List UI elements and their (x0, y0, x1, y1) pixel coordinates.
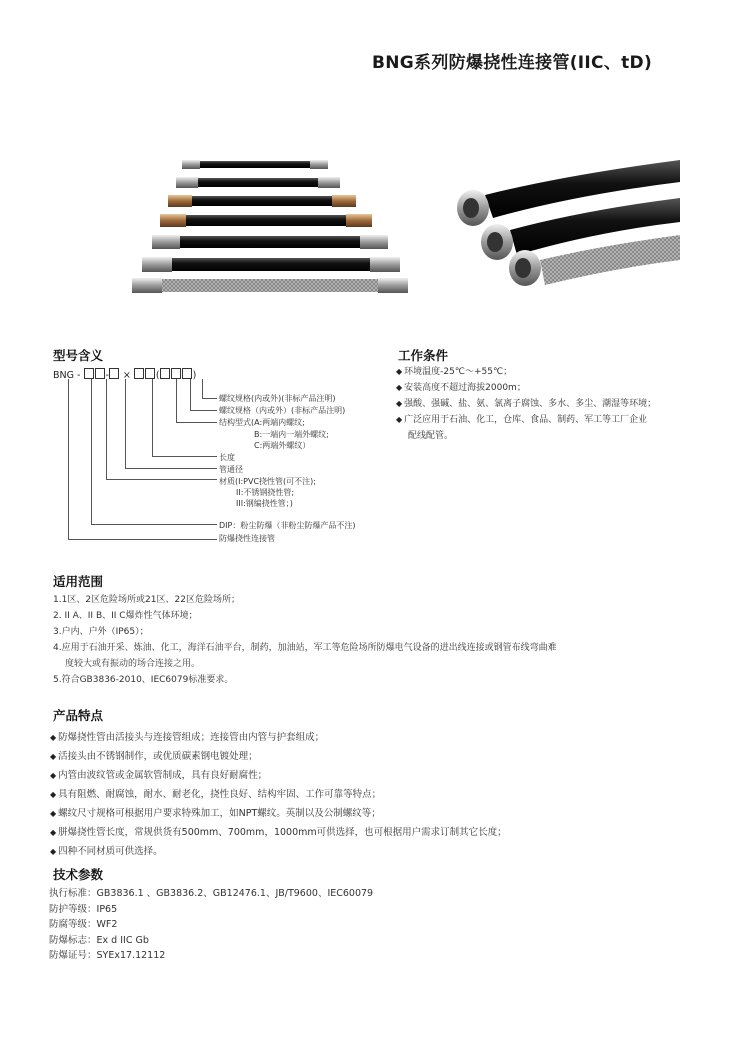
hose-1 (182, 160, 328, 169)
hose-4 (160, 214, 372, 227)
tech-row (49, 886, 373, 902)
hose-lineup-image (120, 150, 410, 310)
feature-item: ◆ 活接头由不锈钢制作，或优质碳素钢电镀处理； (50, 747, 720, 766)
condition-item: ◆ 强酸、强碱、盐、氨、氯离子腐蚀、多水、多尘、潮湿等环境； (396, 396, 716, 412)
legend-5: 长度 (219, 453, 235, 462)
tech-label: 防腐等级： (49, 919, 97, 930)
model-prefix: BNG (53, 370, 74, 381)
tech-heading: 技术参数 (53, 867, 104, 882)
scope-list (53, 592, 713, 688)
scope-item: 3.户内、户外（IP65）； (53, 627, 149, 637)
legend-11: 防爆挠性连接管 (219, 534, 275, 543)
tech-value: IP65 (96, 903, 118, 915)
tech-table (49, 886, 373, 964)
feature-item: ◆ 胼爆挠性管长度，常规供货有500mm、700mm，1000mm可供选择，也可根据用户需求订制其它长度； (50, 823, 720, 842)
legend-7: 材质(I:PVC挠性管(可不注); (219, 477, 316, 486)
tech-row (49, 948, 373, 964)
legend-4: C:两端外螺纹） (254, 441, 311, 450)
scope-item: 2. II A、II B、II C爆炸性气体环境； (53, 611, 198, 621)
tech-row (49, 933, 373, 949)
condition-item: ◆ 环境温度-25℃～+55℃； (396, 364, 716, 380)
tech-row (49, 917, 373, 933)
hose-6 (142, 257, 400, 272)
legend-1: 螺纹规格（内或外）(非标产品注明) (219, 406, 346, 415)
feature-item: ◆ 防爆挠性管由活接头与连接管组成；连接管由内管与护套组成； (50, 728, 720, 747)
condition-item: 配线配管。 (408, 431, 454, 441)
conditions-list (396, 364, 716, 444)
condition-item: ◆ 广泛应用于石油、化工，仓库、食品、制药、军工等工厂企业 (396, 412, 716, 428)
features-list (50, 728, 720, 861)
tech-value: GB3836.1 、GB3836.2、GB12476.1、JB/T9600、IEC60079 (96, 888, 374, 899)
legend-9: III:钢编挠性管；) (236, 499, 293, 508)
scope-heading: 适用范围 (53, 574, 104, 589)
feature-item: ◆ 具有阻燃、耐腐蚀，耐水、耐老化，挠性良好、结构牢固、工作可靠等特点； (50, 785, 720, 804)
model-code: BNG - - × ( ) (53, 370, 197, 381)
feature-item: ◆ 内管由波纹管或金属软管制成，具有良好耐腐性； (50, 766, 720, 785)
legend-6: 管通径 (219, 465, 243, 474)
legend-10: DIP：粉尘防爆（非粉尘防爆产品不注) (219, 521, 356, 530)
tech-label: 防护等级： (49, 903, 97, 915)
hose-5 (152, 235, 388, 249)
legend-3: B:一端内一端外螺纹; (254, 430, 329, 439)
condition-item: ◆ 安装高度不超过海拔2000m； (396, 380, 716, 396)
tech-value: WF2 (96, 919, 118, 930)
hose-closeup-image (445, 140, 685, 290)
legend-8: II:不锈钢挠性管; (236, 488, 295, 497)
model-heading: 型号含义 (53, 348, 104, 363)
scope-item: 1.1区、2区危险场所或21区、22区危险场所； (53, 595, 240, 605)
hose-3 (168, 195, 356, 207)
page-title: BNG系列防爆挠性连接管(IIC、tD) (372, 53, 653, 73)
tech-label: 防爆证号： (49, 950, 97, 961)
hose-7 (132, 278, 408, 293)
scope-item: 5.符合GB3836-2010、IEC6079标准要求。 (53, 675, 234, 685)
tech-label: 防爆标志： (49, 934, 97, 946)
feature-item: ◆ 四种不同材质可供选择。 (50, 842, 720, 861)
tech-value: Ex d IIC Gb (96, 934, 149, 946)
conditions-heading: 工作条件 (398, 348, 449, 363)
features-heading: 产品特点 (53, 708, 104, 723)
scope-item: 4.应用于石油开采、炼油、化工，海洋石油平台，制药，加油站，军工等危险场所防爆电气设备的进出线连接或钢管布线弯曲难 (53, 643, 557, 653)
legend-0: 螺纹规格(内或外)(非标产品注明) (219, 394, 336, 403)
tech-label: 执行标准： (49, 888, 97, 899)
scope-item: 度较大或有振动的场合连接之用。 (65, 659, 201, 669)
tech-value: SYEx17.12112 (96, 950, 166, 961)
feature-item: ◆ 螺纹尺寸规格可根据用户要求特殊加工，如NPT螺纹。英制以及公制螺纹等； (50, 804, 720, 823)
legend-2: 结构型式(A:两端内螺纹; (219, 418, 305, 427)
hose-2 (176, 177, 340, 188)
tech-row (49, 902, 373, 918)
